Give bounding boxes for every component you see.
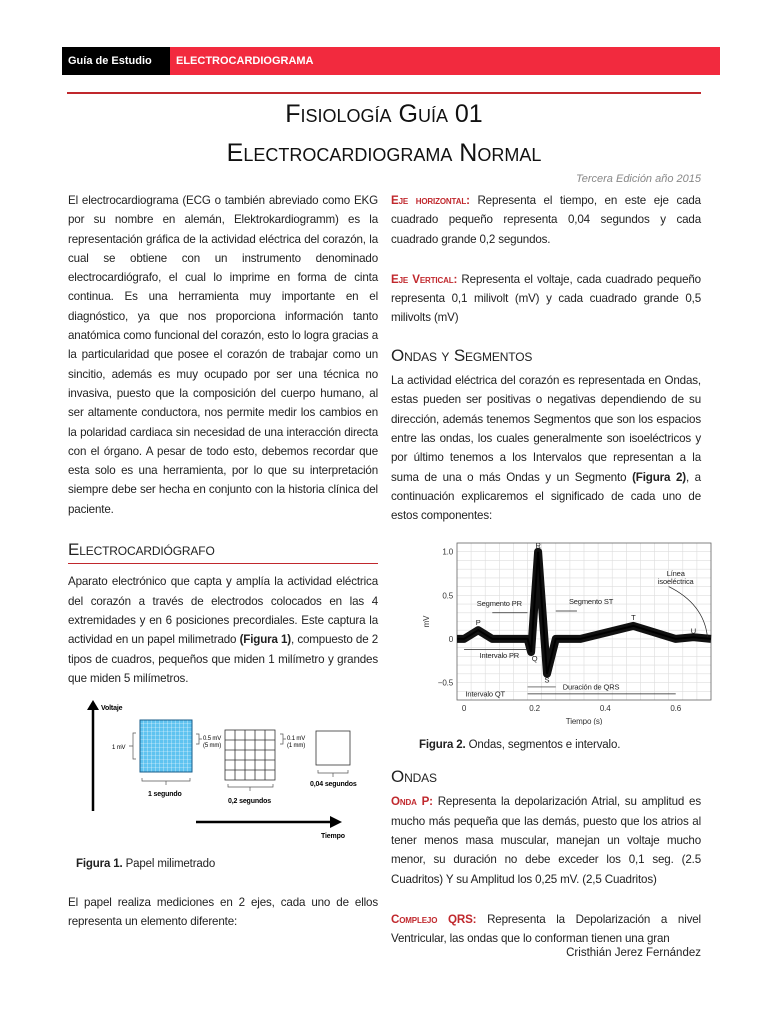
label: Voltaje	[101, 705, 123, 713]
wave-label-s: S	[544, 676, 550, 686]
qrs-duration-label: Duración de QRS	[562, 682, 620, 692]
y-axis-label: mV	[422, 616, 431, 628]
interval-qt-label: Intervalo QT	[465, 689, 505, 699]
wave-label-u: U	[690, 627, 697, 637]
y-tick-label: 1.0	[442, 548, 453, 558]
segment-st-label: Segmento ST	[568, 597, 614, 607]
section-heading: Electrocardiógrafo	[68, 540, 378, 564]
author: Cristhián Jerez Fernández	[566, 947, 701, 959]
wave-label-r: R	[535, 541, 541, 551]
wave-label-t: T	[631, 613, 636, 623]
label: (1 mm)	[287, 743, 306, 750]
grid-004s	[316, 731, 350, 765]
page-header	[62, 47, 720, 75]
figure-1-paper-diagram	[68, 696, 373, 841]
x-tick-label: 0	[461, 704, 467, 714]
figure-1-caption: Figura 1. Papel milimetrado	[76, 858, 216, 871]
label: 0,04 segundos	[310, 781, 357, 789]
paragraph: La actividad eléctrica del corazón es representada en Ondas, estas pueden ser positivas o negativas dependiendo de su dirección, además tenemos Segmentos que son los espacios entre las ondas, los cuales generalmente son isoeléctricos y por último tenemos a los Intervalos que representan a la suma de una o más Ondas y un Segmento (Figura 2), a continuación explicaremos el significado de cada uno de estos componentes:	[391, 374, 701, 523]
header-section: Guía de Estudio	[62, 47, 170, 75]
x-tick-label: 0.2	[529, 704, 540, 714]
label: Tiempo	[321, 833, 345, 841]
divider	[67, 92, 701, 94]
isoelectric-label: isoeléctrica	[657, 577, 694, 587]
isoelectric-pointer	[669, 587, 708, 638]
figure-2-caption: Figura 2. Ondas, segmentos e intervalo.	[419, 738, 621, 751]
segment-pr-label: Segmento PR	[476, 599, 522, 609]
x-axis-label: Tiempo (s)	[565, 717, 603, 726]
label: 1 mV	[112, 745, 126, 752]
paragraph-onda-p: Onda P: Representa la depolarización Atrial, su amplitud es mucho más pequeña que las demás, puesto que los atrios al tener menos masa muscular, manejan un voltaje mucho menor, su duración no debe exceder los 0,1 seg. (2.5 Cuadritos) Y su Amplitud los 0,25 mV. (2,5 Cuadritos)	[391, 795, 701, 886]
wave-label-q: Q	[531, 654, 538, 664]
doc-subtitle: Electrocardiograma Normal	[226, 139, 542, 167]
edition: Tercera Edición año 2015	[576, 173, 701, 185]
label: (5 mm)	[203, 743, 222, 750]
y-tick-label: 0.5	[442, 591, 453, 601]
paragraph-complejo-qrs: Complejo QRS: Representa la Depolarización a nivel Ventricular, las ondas que lo conforman tienen una gran	[391, 912, 701, 946]
label: 0.1 mV	[287, 736, 306, 743]
paragraph: El papel realiza mediciones en 2 ejes, cada uno de ellos representa un elemento diferente:	[68, 895, 378, 929]
header-topic: ELECTROCARDIOGRAMA	[170, 47, 720, 75]
label: 0.5 mV	[203, 736, 222, 743]
doc-title: Fisiología Guía 01	[285, 100, 483, 128]
paragraph: Aparato electrónico que capta y amplía la actividad eléctrica del corazón a través de electrodos colocados en las 4 extremidades y en 6 posiciones precordiales. Este captura la actividad en un papel milimetrado (Figura 1), compuesto de 2 tipos de cuadros, pequeños que miden 1 milímetro y grandes que miden 5 milímetros.	[68, 575, 378, 685]
paragraph-eje-vertical: Eje Vertical: Representa el voltaje, cada cuadrado pequeño representa 0,1 milivolt (mV) y cada cuadrado grande 0,5 milivolts (mV)	[391, 272, 701, 325]
y-tick-label: 0	[448, 635, 453, 645]
isoelectric-label: Línea	[666, 569, 685, 579]
x-tick-label: 0.6	[670, 704, 682, 714]
left-column	[68, 191, 378, 952]
intro-paragraph: El electrocardiograma (ECG o también abreviado como EKG por su nombre en alemán, Elektrokardiogramm) es la representación gráfica de la actividad eléctrica del corazón, la cual se obtiene con un instrumento denominado electrocardiógrafo, el cual lo imprime en forma de cinta continua. Es una herramienta muy importante en el diagnóstico, ya que nos proporciona información tanto anatómica como funcional del corazón, esto lo logra gracias a la particularidad que posee el corazón de trabajar como un sincitio, además es muy ocupado por ser una técnica no invasiva, puesto que la composición del cuerpo humano, al ser altamente conductora, nos permite medir los cambios en la polaridad cardiaca sin necesidad de una interacción directa con el órgano. A pesar de todo esto, debemos recordar que esta solo es una herramienta, por lo que su interpretación siempre debe ser hecha en conjunto con la historia clínica del paciente.	[68, 194, 378, 516]
label: 1 segundo	[148, 791, 182, 799]
section-heading: Ondas y Segmentos	[391, 345, 533, 365]
label: 0,2 segundos	[228, 798, 271, 806]
interval-pr-label: Intervalo PR	[479, 651, 520, 661]
section-heading: Ondas	[391, 767, 437, 787]
paragraph-eje-horizontal: Eje horizontal: Representa el tiempo, en este eje cada cuadrado pequeño representa 0,04 segundos y cada cuadrado grande 0,2 segundos.	[391, 194, 701, 246]
right-column	[391, 191, 701, 969]
figure-2-ecg-chart	[419, 535, 719, 725]
grid-02s	[225, 730, 275, 780]
wave-label-p: P	[475, 618, 481, 628]
y-tick-label: −0.5	[437, 679, 453, 689]
x-tick-label: 0.4	[599, 704, 611, 714]
